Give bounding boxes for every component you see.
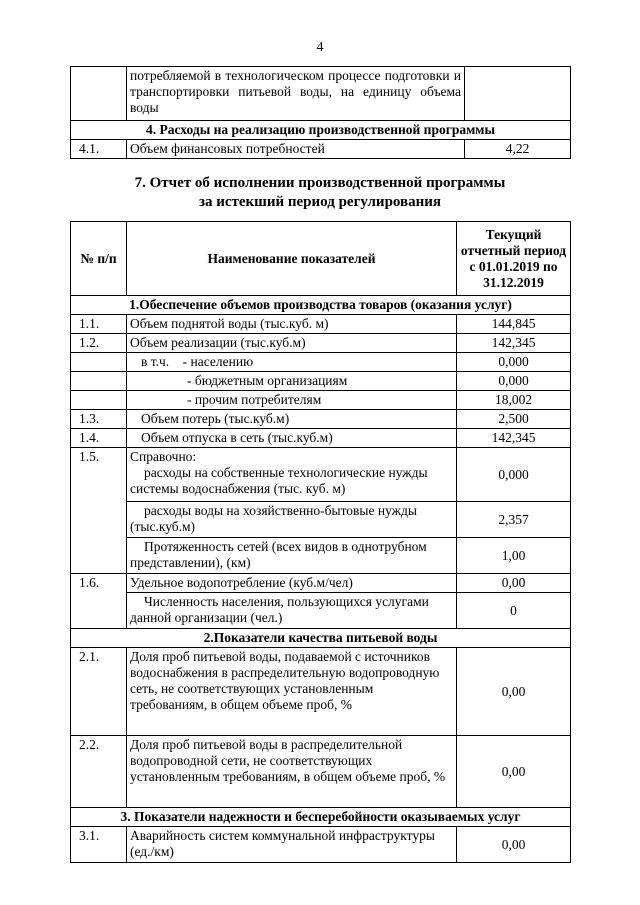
row-1-1-num: 1.1.: [71, 315, 127, 334]
row-3-1-num: 3.1.: [71, 827, 127, 863]
row-1-6-sub-value: 0: [457, 593, 571, 629]
row-3-1-label: Аварийность систем коммунальной инфраструктуры (ед./км): [127, 827, 457, 863]
header-period: Текущий отчетный период с 01.01.2019 по 31.12.2019: [457, 222, 571, 296]
row-2-1-value: 0,00: [457, 648, 571, 736]
row-1-1-label: Объем поднятой воды (тыс.куб. м): [127, 315, 457, 334]
section-2-heading: 2.Показатели качества питьевой воды: [71, 629, 571, 648]
row-1-3-label: Объем потерь (тыс.куб.м): [127, 410, 457, 429]
report-title-line2: за истекший период регулирования: [198, 194, 442, 210]
row-4-1-label: Объем финансовых потребностей: [127, 140, 465, 159]
row-1-5-sub2-label: расходы воды на хозяйственно-бытовые нужды (тыс.куб.м): [127, 502, 457, 538]
row-1-5-sub3-value: 1,00: [457, 538, 571, 574]
row-1-4-label: Объем отпуска в сеть (тыс.куб.м): [127, 429, 457, 448]
header-name: Наименование показателей: [127, 222, 457, 296]
row-4-1-value: 4,22: [465, 140, 571, 159]
row-1-2-label: Объем реализации (тыс.куб.м): [127, 334, 457, 353]
row-1-5-sub1-text: расходы на собственные технологические нужды системы водоснабжения (тыс. куб. м): [130, 465, 428, 496]
row-1-5-num: 1.5.: [71, 448, 127, 574]
row-1-2-other-label: - прочим потребителям: [127, 391, 457, 410]
row-1-2-budget-num: [71, 372, 127, 391]
row-1-2-value: 142,345: [457, 334, 571, 353]
row-2-2-label: Доля проб питьевой воды в распределительной водопроводной сети, не соответствующих установленным требованиям, в общем объеме проб, %: [127, 736, 457, 808]
row-1-5-label: Справочно:: [130, 449, 197, 464]
row-2-2-num: 2.2.: [71, 736, 127, 808]
section-1-heading: 1.Обеспечение объемов производства товаров (оказания услуг): [71, 296, 571, 315]
row-1-2-other-value: 18,002: [457, 391, 571, 410]
row-1-6-value: 0,00: [457, 574, 571, 593]
row-1-2-pop-num: [71, 353, 127, 372]
section-4-heading: 4. Расходы на реализацию производственной программы: [71, 121, 571, 140]
row-3-1-value: 0,00: [457, 827, 571, 863]
row-1-2-budget-label: - бюджетным организациям: [127, 372, 457, 391]
row-1-3-value: 2,500: [457, 410, 571, 429]
row-2-2-value: 0,00: [457, 736, 571, 808]
row-2-1-label: Доля проб питьевой воды, подаваемой с источников водоснабжения в распределительную водопроводную сеть, не соответствующих установленным требованиям, в общем объеме проб, %: [127, 648, 457, 736]
report-table: [70, 221, 571, 863]
header-num: № п/п: [71, 222, 127, 296]
row-1-4-num: 1.4.: [71, 429, 127, 448]
row-1-2-other-num: [71, 391, 127, 410]
row-1-2-budget-value: 0,000: [457, 372, 571, 391]
row-1-2-pop-value: 0,000: [457, 353, 571, 372]
row-1-1-value: 144,845: [457, 315, 571, 334]
row-1-5-sub1-value: 0,000: [457, 448, 571, 502]
row-2-1-num: 2.1.: [71, 648, 127, 736]
cont-num-cell: [71, 67, 127, 121]
section-3-heading: 3. Показатели надежности и бесперебойности оказываемых услуг: [71, 808, 571, 827]
row-4-1-num: 4.1.: [71, 140, 127, 159]
row-1-3-num: 1.3.: [71, 410, 127, 429]
row-1-6-label: Удельное водопотребление (куб.м/чел): [127, 574, 457, 593]
row-1-2-pop-label: в т.ч. - населению: [127, 353, 457, 372]
row-1-4-value: 142,345: [457, 429, 571, 448]
row-1-5-sub3-label: Протяженность сетей (всех видов в однотрубном представлении), (км): [127, 538, 457, 574]
row-1-6-num: 1.6.: [71, 574, 127, 629]
top-table: [70, 66, 571, 159]
page-number: 4: [316, 40, 324, 55]
row-1-2-num: 1.2.: [71, 334, 127, 353]
row-1-6-sub-label: Численность населения, пользующихся услугами данной организации (чел.): [127, 593, 457, 629]
cont-label-cell: потребляемой в технологическом процессе подготовки и транспортировки питьевой воды, на единицу объема воды: [127, 67, 465, 121]
row-1-5-sub1-label: [127, 448, 457, 502]
row-1-5-sub2-value: 2,357: [457, 502, 571, 538]
cont-value-cell: [465, 67, 571, 121]
report-title-line1: 7. Отчет об исполнении производственной программы: [134, 175, 506, 191]
